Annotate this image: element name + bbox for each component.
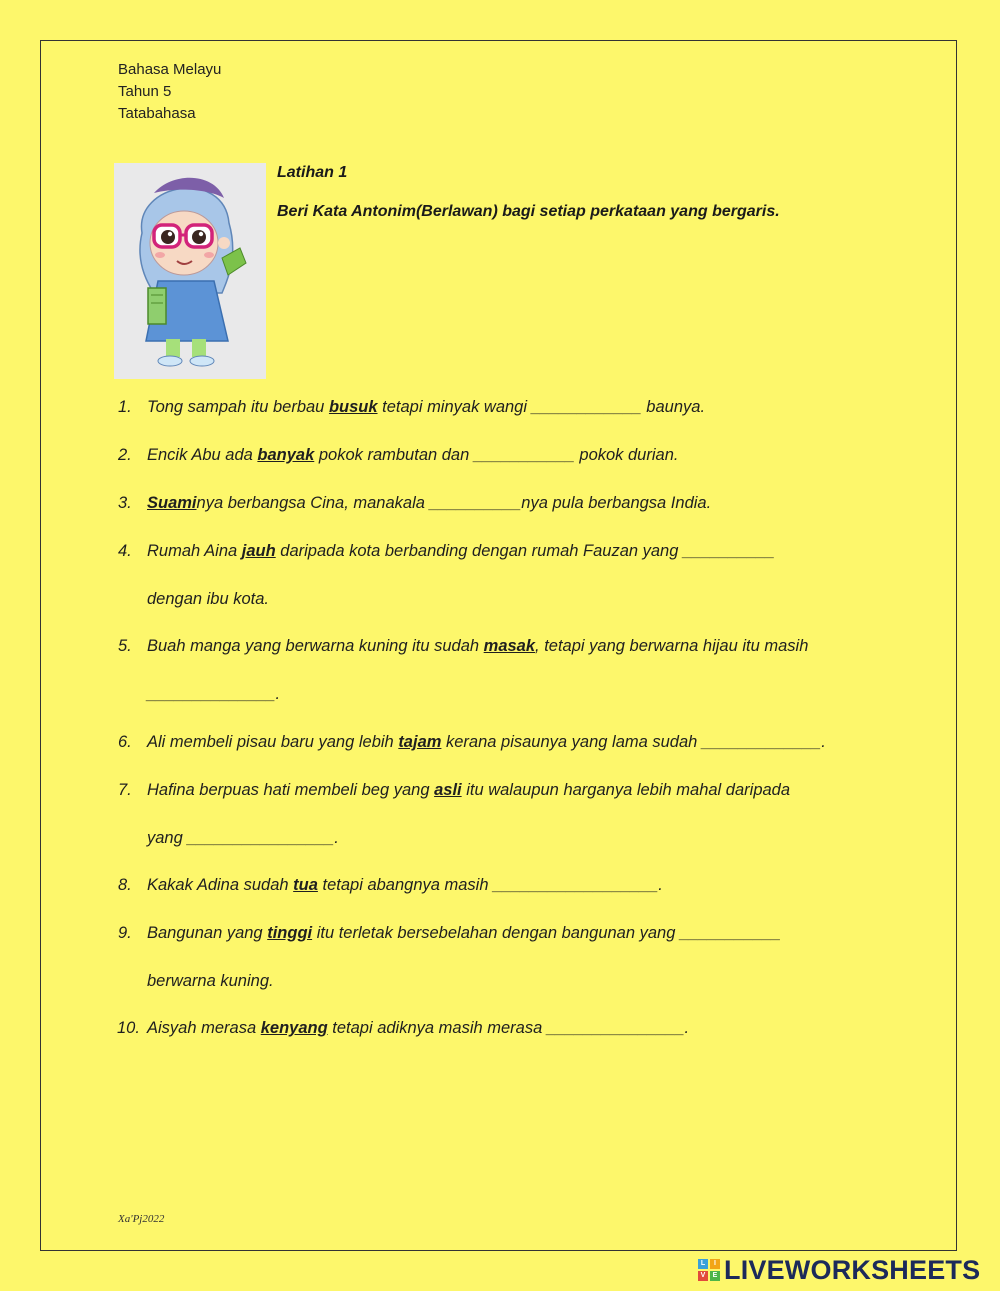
underlined-word: busuk — [328, 398, 378, 416]
logo-block: V — [698, 1271, 708, 1281]
question-post[interactable]: kerana pisaunya yang lama sudah _____________. — [441, 733, 826, 751]
underlined-word: banyak — [257, 446, 315, 464]
question-pre: Buah manga yang berwarna kuning itu sudah — [147, 637, 484, 655]
cartoon-girl-icon — [114, 163, 266, 379]
subject-label: Bahasa Melayu — [118, 61, 222, 78]
question-text — [147, 876, 663, 895]
hijab-girl-illustration — [114, 163, 266, 379]
question-number: 10. — [117, 1019, 140, 1037]
question-post[interactable]: pokok rambutan dan ___________ pokok durian. — [314, 446, 679, 464]
brand-name: LIVEWORKSHEETS — [724, 1254, 981, 1285]
logo-block: E — [710, 1271, 720, 1281]
question-text — [147, 542, 775, 561]
underlined-word: jauh — [241, 542, 276, 560]
question-pre: Encik Abu ada — [147, 446, 258, 464]
question-number: 7. — [118, 781, 132, 799]
exercise-title: Latihan 1 — [277, 164, 348, 181]
question-post[interactable]: nya berbangsa Cina, manakala __________nya pula berbangsa India. — [196, 494, 712, 512]
question-number: 5. — [118, 637, 132, 655]
question-continuation[interactable]: ______________. — [147, 685, 281, 703]
worksheet-header — [118, 59, 221, 125]
question-number: 1. — [118, 398, 132, 416]
question-number: 8. — [118, 876, 132, 894]
question-post[interactable]: tetapi abangnya masih __________________. — [317, 876, 663, 894]
question-continuation: dengan ibu kota. — [147, 590, 270, 608]
year-label: Tahun 5 — [118, 83, 172, 100]
question-pre: Hafina berpuas hati membeli beg yang — [147, 781, 435, 799]
question-post: itu walaupun harganya lebih mahal daripada — [461, 781, 791, 799]
underlined-word: asli — [434, 781, 462, 799]
question-text — [147, 398, 705, 417]
question-text — [147, 494, 711, 513]
question-post[interactable]: tetapi adiknya masih merasa _______________. — [327, 1019, 690, 1037]
logo-block: I — [710, 1259, 720, 1269]
question-post[interactable]: daripada kota berbanding dengan rumah Fauzan yang __________ — [275, 542, 775, 560]
question-text — [147, 733, 826, 752]
question-text — [147, 637, 808, 656]
question-number: 2. — [118, 446, 132, 464]
underlined-word: tajam — [398, 733, 442, 751]
question-post: , tetapi yang berwarna hijau itu masih — [535, 637, 809, 655]
exercise-instruction: Beri Kata Antonim(Berlawan) bagi setiap perkataan yang bergaris. — [277, 203, 780, 220]
question-number: 6. — [118, 733, 132, 751]
underlined-word: tua — [293, 876, 318, 894]
underlined-word: tinggi — [267, 924, 313, 942]
underlined-word: masak — [483, 637, 536, 655]
underlined-word: Suami — [147, 494, 197, 512]
question-post[interactable]: itu terletak bersebelahan dengan bangunan yang ___________ — [312, 924, 781, 942]
question-pre: Rumah Aina — [147, 542, 242, 560]
question-continuation[interactable]: yang ________________. — [147, 829, 339, 847]
question-text — [147, 924, 781, 943]
question-number: 9. — [118, 924, 132, 942]
author-signature: Xa'Pj2022 — [118, 1213, 165, 1225]
logo-blocks-icon — [698, 1259, 720, 1281]
topic-label: Tatabahasa — [118, 105, 196, 122]
underlined-word: kenyang — [260, 1019, 328, 1037]
question-number: 3. — [118, 494, 132, 512]
question-pre: Aisyah merasa — [147, 1019, 261, 1037]
question-pre: Ali membeli pisau baru yang lebih — [147, 733, 399, 751]
question-continuation: berwarna kuning. — [147, 972, 274, 990]
liveworksheets-logo[interactable] — [698, 1254, 981, 1285]
question-text — [147, 446, 678, 465]
question-pre: Bangunan yang — [147, 924, 268, 942]
question-text — [147, 1019, 689, 1038]
question-pre: Tong sampah itu berbau — [147, 398, 329, 416]
question-post[interactable]: tetapi minyak wangi ____________ baunya. — [377, 398, 706, 416]
question-text — [147, 781, 790, 800]
question-number: 4. — [118, 542, 132, 560]
question-pre: Kakak Adina sudah — [147, 876, 294, 894]
logo-block: L — [698, 1259, 708, 1269]
